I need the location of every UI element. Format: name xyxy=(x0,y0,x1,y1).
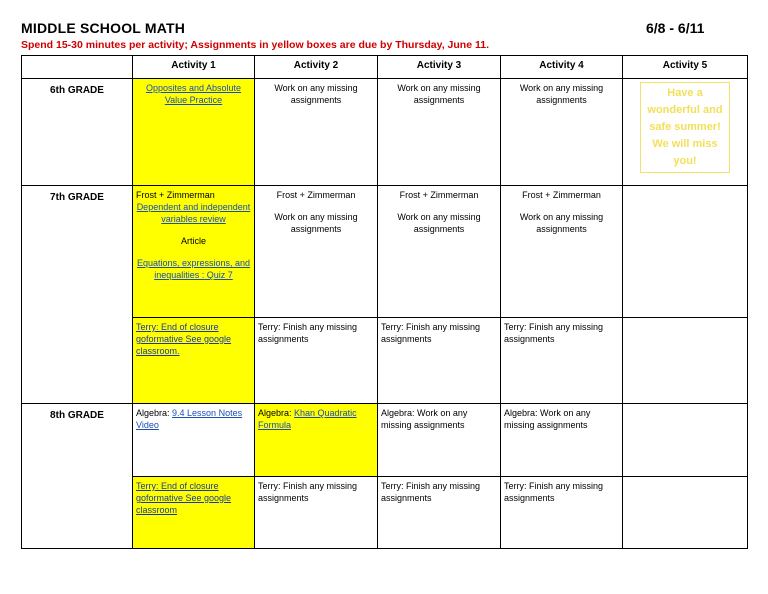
grade7-a2-teacher: Frost + Zimmerman xyxy=(276,190,356,200)
grade7-terry-activity1-cell xyxy=(133,318,255,404)
table-row-grade6 xyxy=(22,79,748,186)
grade8-activity5-cell xyxy=(623,404,748,477)
grade7-terry-activity5-cell xyxy=(623,318,748,404)
header-activity-4: Activity 4 xyxy=(501,56,623,79)
page-title: MIDDLE SCHOOL MATH xyxy=(21,20,186,36)
header-activity-1: Activity 1 xyxy=(133,56,255,79)
header-row xyxy=(22,56,748,79)
grade-label-6th: 6th GRADE xyxy=(22,79,133,186)
grade6-activity5-cell xyxy=(623,79,748,186)
schedule-table xyxy=(21,55,748,549)
instructions-text: Spend 15-30 minutes per activity; Assignments in yellow boxes are due by Thursday, June 11. xyxy=(21,39,489,51)
grade-label-7th: 7th GRADE xyxy=(22,186,133,404)
grade7-activity5-cell xyxy=(623,186,748,318)
grade8-a2-prefix: Algebra: xyxy=(258,408,295,418)
table-row-grade8 xyxy=(22,404,748,477)
grade8-activity4-cell: Algebra: Work on any missing assignments xyxy=(501,404,623,477)
grade8-terry-activity4-cell: Terry: Finish any missing assignments xyxy=(501,477,623,549)
khan-quadratic-link[interactable]: Khan Quadratic Formula xyxy=(258,408,357,430)
grade8-activity3-cell: Algebra: Work on any missing assignments xyxy=(378,404,501,477)
date-range: 6/8 - 6/11 xyxy=(646,20,705,36)
grade6-activity1-cell xyxy=(133,79,255,186)
grade7-a4-text: Work on any missing assignments xyxy=(519,212,604,234)
quiz7-link[interactable]: Equations, expressions, and inequalities : Quiz 7 xyxy=(136,258,251,280)
grade6-activity2-cell: Work on any missing assignments xyxy=(255,79,378,186)
grade7-a4-teacher: Frost + Zimmerman xyxy=(522,190,601,200)
grade7-activity2-cell xyxy=(255,186,378,318)
grade7-a3-text: Work on any missing assignments xyxy=(397,212,481,234)
grade-label-8th: 8th GRADE xyxy=(22,404,133,549)
lesson-notes-video-link[interactable]: 9.4 Lesson Notes Video xyxy=(136,408,243,430)
header-activity-5: Activity 5 xyxy=(623,56,748,79)
grade7-terry-activity2-cell: Terry: Finish any missing assignments xyxy=(255,318,378,404)
grade8-activity2-cell xyxy=(255,404,378,477)
summer-message: Have a wonderful and safe summer! We will miss you! xyxy=(640,82,730,173)
grade7-activity3-cell xyxy=(378,186,501,318)
header-activity-3: Activity 3 xyxy=(378,56,501,79)
grade8-terry-activity2-cell: Terry: Finish any missing assignments xyxy=(255,477,378,549)
grade8-terry-activity1-cell xyxy=(133,477,255,549)
grade8-terry-goformative-link[interactable]: Terry: End of closure goformative See google classroom xyxy=(136,481,232,515)
grade8-terry-activity5-cell xyxy=(623,477,748,549)
grade7-activity4-cell xyxy=(501,186,623,318)
grade7-a2-text: Work on any missing assignments xyxy=(274,212,358,234)
header-cell-empty xyxy=(22,56,133,79)
opposites-absolute-value-link[interactable]: Opposites and Absolute Value Practice xyxy=(145,83,242,105)
grade7-a1-teacher: Frost + Zimmerman xyxy=(136,190,215,200)
grade7-terry-goformative-link[interactable]: Terry: End of closure goformative See google classroom. xyxy=(136,322,232,356)
grade7-activity1-cell xyxy=(133,186,255,318)
grade8-a1-prefix: Algebra: xyxy=(136,408,173,418)
table-row-grade7 xyxy=(22,186,748,318)
grade6-activity4-cell: Work on any missing assignments xyxy=(501,79,623,186)
header-activity-2: Activity 2 xyxy=(255,56,378,79)
grade6-activity3-cell: Work on any missing assignments xyxy=(378,79,501,186)
dependent-variables-link[interactable]: Dependent and independent variables review xyxy=(136,202,251,224)
grade7-a3-teacher: Frost + Zimmerman xyxy=(399,190,479,200)
grade8-terry-activity3-cell: Terry: Finish any missing assignments xyxy=(378,477,501,549)
grade8-activity1-cell xyxy=(133,404,255,477)
grade7-terry-activity3-cell: Terry: Finish any missing assignments xyxy=(378,318,501,404)
article-label: Article xyxy=(180,236,206,246)
grade7-terry-activity4-cell: Terry: Finish any missing assignments xyxy=(501,318,623,404)
